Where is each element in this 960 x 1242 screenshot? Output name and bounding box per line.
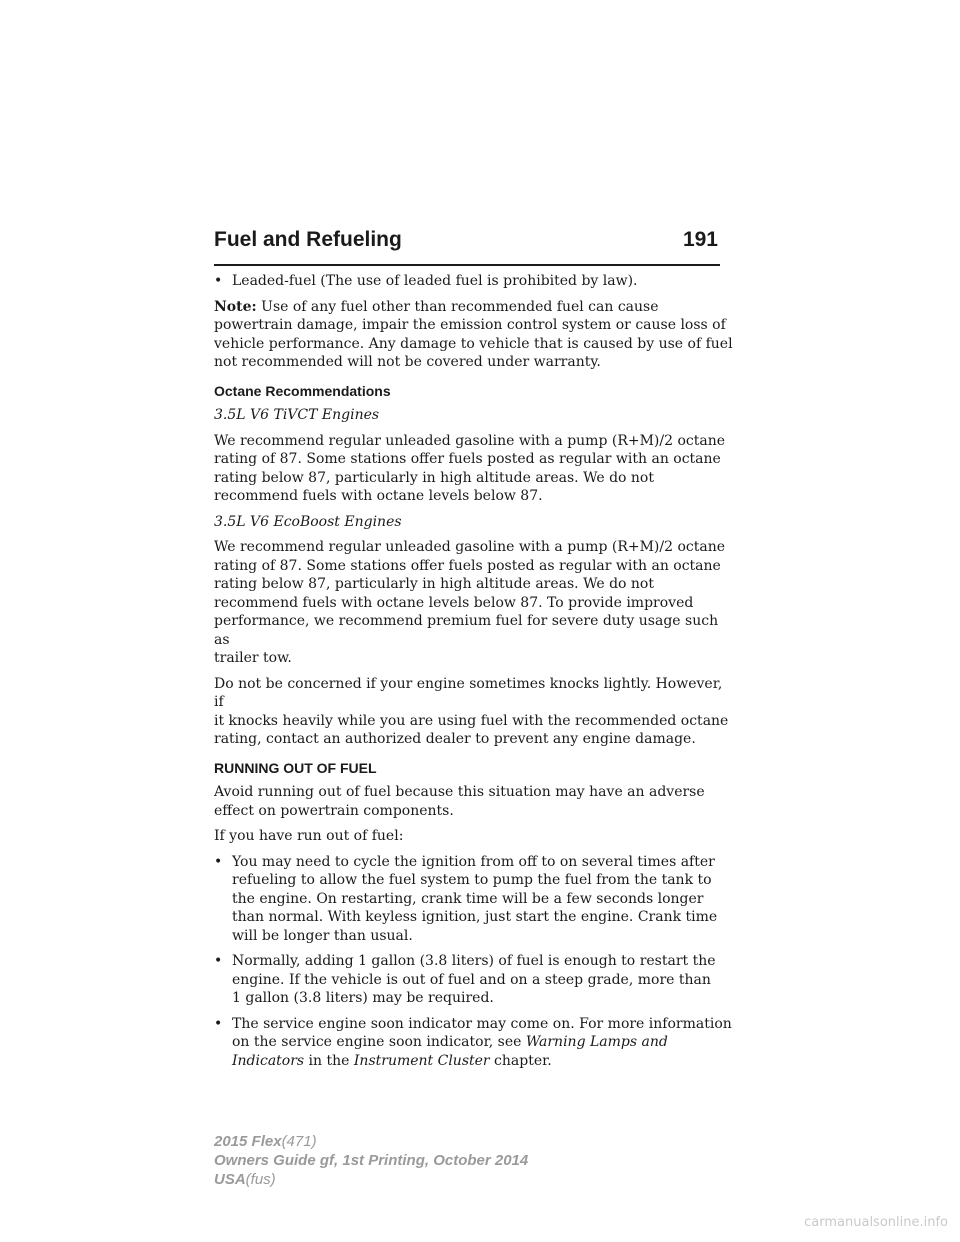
footer-model-line: 2015 Flex(471) bbox=[214, 1133, 317, 1150]
bullet-cycle-ignition: • You may need to cycle the ignition from off to on several times after refueling to allow the fuel system to pump the fuel from the tank to the engine. On restarting, crank time will be a few seconds longer than normal. With keyless ignition, just start the engine. Crank time will be longer than usual. bbox=[214, 853, 718, 944]
print-footer bbox=[214, 1132, 528, 1189]
tivct-paragraph: We recommend regular unleaded gasoline with a pump (R+M)/2 octane rating of 87. Some stations offer fuels posted as regular with an octane rating below 87, particularly in high altitude areas. We do not recommend fuels with octane levels below 87. bbox=[214, 432, 726, 504]
chapter-title: Fuel and Refueling bbox=[214, 228, 402, 251]
knock-paragraph: Do not be concerned if your engine sometimes knocks lightly. However, if it knocks heavily while you are using fuel with the recommended octane rating, contact an authorized dealer to prevent any engine damage. bbox=[214, 675, 729, 747]
running-out-heading: RUNNING OUT OF FUEL bbox=[214, 759, 377, 776]
avoid-paragraph: Avoid running out of fuel because this situation may have an adverse effect on powertrain components. bbox=[214, 784, 705, 819]
ecoboost-subheading: 3.5L V6 EcoBoost Engines bbox=[214, 513, 402, 530]
note-paragraph: Note: Use of any fuel other than recommended fuel can cause powertrain damage, impair the emission control system or cause loss of vehicle performance. Any damage to vehicle that is caused by use of fuel not recommended will not be covered under warranty. bbox=[214, 298, 733, 370]
bullet-leaded-fuel: • Leaded-fuel (The use of leaded fuel is prohibited by law). bbox=[214, 273, 638, 289]
bullet-dot-icon: • bbox=[214, 953, 223, 969]
bullet-dot-icon: • bbox=[214, 853, 223, 870]
bullet-add-gallon: • Normally, adding 1 gallon (3.8 liters) of fuel is enough to restart the engine. If the vehicle is out of fuel and on a steep grade, more than 1 gallon (3.8 liters) may be required. bbox=[214, 953, 716, 1006]
warning-lamps-reference-link[interactable]: Warning Lamps and bbox=[525, 1034, 668, 1050]
ecoboost-paragraph: We recommend regular unleaded gasoline with a pump (R+M)/2 octane rating of 87. Some stations offer fuels posted as regular with an octane rating below 87, particularly in high altitude areas. We do not recommend fuels with octane levels below 87. To provide improved performance, we recommend premium fuel for severe duty usage such as trailer tow. bbox=[214, 539, 726, 666]
bullet-dot-icon: • bbox=[214, 273, 223, 289]
footer-market-line: USA(fus) bbox=[214, 1171, 276, 1188]
if-run-out-paragraph: If you have run out of fuel: bbox=[214, 828, 404, 844]
indicators-reference-link[interactable]: Indicators bbox=[232, 1052, 305, 1069]
page-body bbox=[214, 272, 734, 1077]
site-watermark: carmanualsonline.info bbox=[804, 1215, 948, 1230]
footer-guide-line: Owners Guide gf, 1st Printing, October 2014 bbox=[214, 1152, 529, 1169]
tivct-subheading: 3.5L V6 TiVCT Engines bbox=[214, 407, 380, 423]
octane-heading: Octane Recommendations bbox=[214, 382, 391, 399]
page-number: 191 bbox=[682, 228, 718, 251]
bullet-dot-icon: • bbox=[214, 1015, 223, 1032]
page-header bbox=[214, 226, 720, 266]
note-label: Note: bbox=[214, 298, 257, 315]
bullet-service-indicator: • The service engine soon indicator may come on. For more information on the service engine soon indicator, see Warning Lamps and Indicators in the Instrument Cluster chapter. bbox=[214, 1015, 732, 1069]
instrument-cluster-reference-link[interactable]: Instrument Cluster bbox=[353, 1052, 490, 1069]
